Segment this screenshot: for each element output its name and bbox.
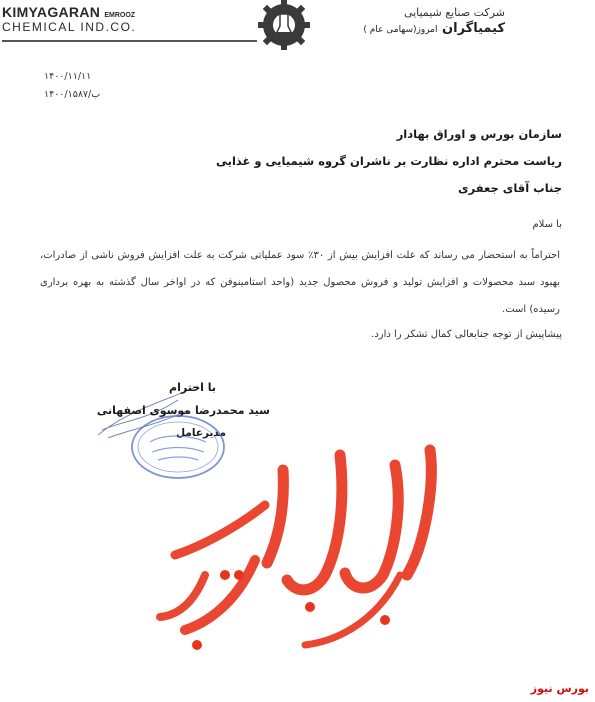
recipient-block: [162, 121, 562, 202]
company-subtitle-fa: امروز(سهامی عام ): [363, 25, 438, 35]
letter-number: ۱۴۰۰/۱۵۸۷/ب: [44, 89, 101, 100]
body-paragraph: احتراماً به استحضار می رساند که علت افزایش بیش از ۳۰٪ سود عملیاتی شرکت به علت افزایش فروش ناشی از صادرات، بهبود سبد محصولات و افزایش تولید و فروش محصول جدید (واحد استامینوفن که در اواخر سال گذشته به بهره برداری رسیده) است.: [40, 250, 561, 315]
company-name-en: KIMYAGARAN: [2, 4, 101, 20]
recipient-line-2: ریاست محترم اداره نظارت بر ناشران گروه شیمیایی و غذایی: [216, 154, 562, 168]
recipient-line-1: سازمان بورس و اوراق بهادار: [396, 127, 562, 141]
letter-meta: [44, 68, 100, 104]
letter-date: ۱۴۰۰/۱۱/۱۱: [44, 71, 92, 82]
signature-regards: با احترام: [169, 381, 216, 394]
company-name-en-suffix: EMROOZ: [104, 12, 136, 19]
source-credit: بورس نیوز: [530, 682, 589, 695]
closing-line: پیشاپیش از توجه جنابعالی کمال تشکر را دارد.: [371, 329, 562, 340]
company-logo: [258, 0, 310, 50]
company-type-fa: شرکت صنایع شیمیایی: [403, 6, 505, 19]
greeting: با سلام: [532, 219, 562, 230]
watermark-logo: [145, 425, 445, 655]
letterhead-english: [2, 4, 182, 34]
signatory-name: سید محمدرضا موسوی اصفهانی: [96, 404, 270, 417]
company-subtitle-en: CHEMICAL IND.CO.: [2, 20, 137, 34]
recipient-line-3: جناب آقای جعفری: [458, 181, 562, 195]
letterhead-rule: [2, 40, 257, 42]
signatory-title: مدیرعامل: [175, 427, 226, 439]
company-name-fa: کیمیاگران: [442, 21, 505, 36]
letterhead-persian: [335, 6, 505, 36]
